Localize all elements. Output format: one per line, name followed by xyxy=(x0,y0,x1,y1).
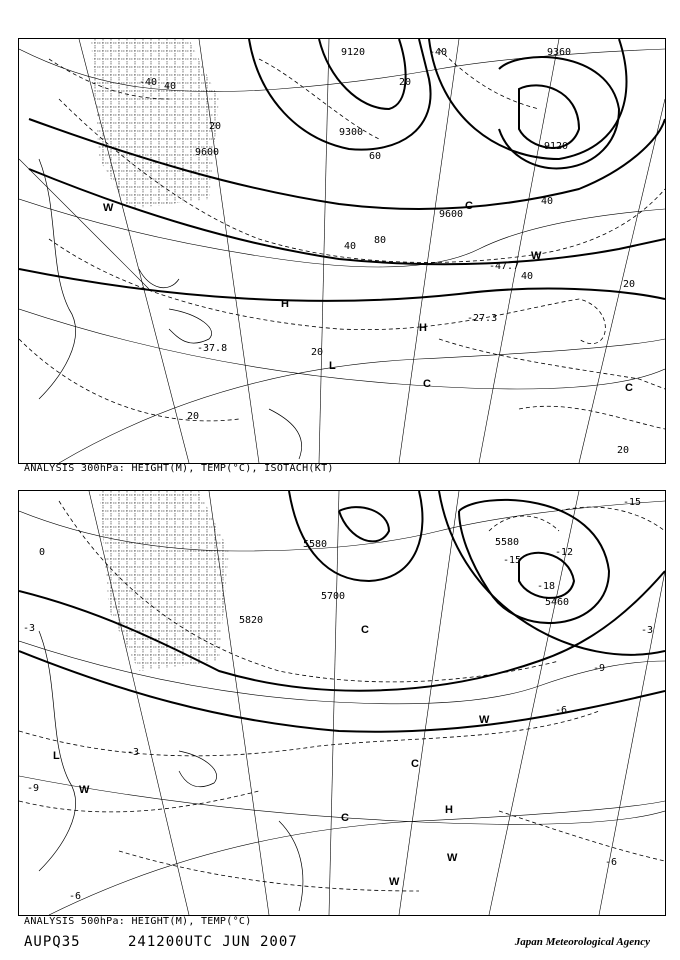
chart-500hpa-map xyxy=(19,491,665,915)
pressure-center: L xyxy=(53,750,60,762)
height-label: 5580 xyxy=(495,537,520,548)
height-label: 5700 xyxy=(321,591,346,602)
agency-credit: Japan Meteorological Agency xyxy=(514,936,650,948)
height-label: 9600 xyxy=(439,209,464,220)
chart-300hpa xyxy=(18,38,666,464)
pressure-center: C xyxy=(625,382,633,394)
chart-300hpa-map xyxy=(19,39,665,463)
temp-label: -6 xyxy=(555,705,568,716)
pressure-center: H xyxy=(445,804,453,816)
height-label: 9300 xyxy=(339,127,364,138)
height-label: 9600 xyxy=(195,147,220,158)
temp-label: -3 xyxy=(127,747,140,758)
isotach-label: 40 xyxy=(521,271,534,282)
isotach-label: 20 xyxy=(617,445,630,456)
temp-label: -40 xyxy=(139,77,158,88)
temp-label: -3 xyxy=(641,625,654,636)
pressure-center: W xyxy=(447,852,458,864)
isotach-label: 20 xyxy=(209,121,222,132)
pressure-center: H xyxy=(281,298,289,310)
pressure-center: W xyxy=(103,202,114,214)
pressure-center: C xyxy=(411,758,419,770)
temp-label: -47.7 xyxy=(489,261,520,272)
temp-label: -18 xyxy=(537,581,556,592)
height-label: 5460 xyxy=(545,597,570,608)
valid-time: 241200UTC JUN 2007 xyxy=(128,934,298,950)
height-label: 5820 xyxy=(239,615,264,626)
pressure-center: W xyxy=(479,714,490,726)
temp-label: -40 xyxy=(429,47,448,58)
temp-label: -3 xyxy=(23,623,36,634)
product-id: AUPQ35 xyxy=(24,934,81,950)
height-label: 9120 xyxy=(341,47,366,58)
isotach-label: 20 xyxy=(623,279,636,290)
isotach-label: 20 xyxy=(399,77,412,88)
pressure-center: W xyxy=(389,876,400,888)
pressure-center: C xyxy=(423,378,431,390)
caption-300hpa: ANALYSIS 300hPa: HEIGHT(M), TEMP(°C), ISOTACH(KT) xyxy=(24,463,334,474)
temp-label: -9 xyxy=(593,663,606,674)
height-label: 9120 xyxy=(544,141,569,152)
chart-500hpa xyxy=(18,490,666,916)
coastline-300 xyxy=(39,159,302,459)
pressure-center: C xyxy=(361,624,369,636)
height-label: 5580 xyxy=(303,539,328,550)
isotach-label: 80 xyxy=(374,235,387,246)
temp-label: -6 xyxy=(605,857,618,868)
temp-label: -15 xyxy=(503,555,522,566)
pressure-center: W xyxy=(79,784,90,796)
isotach-label: 40 xyxy=(164,81,177,92)
temp-label: -12 xyxy=(555,547,574,558)
pressure-center: W xyxy=(531,250,542,262)
temp-label: 0 xyxy=(39,547,46,558)
caption-500hpa: ANALYSIS 500hPa: HEIGHT(M), TEMP(°C) xyxy=(24,916,252,927)
temp-label: -37.8 xyxy=(197,343,228,354)
pressure-center: H xyxy=(419,322,427,334)
isotach-label: 40 xyxy=(344,241,357,252)
temp-label: -9 xyxy=(27,783,40,794)
pressure-center: C xyxy=(465,200,473,212)
isotach-label: 20 xyxy=(311,347,324,358)
isotach-label: 20 xyxy=(187,411,200,422)
isotach-label: 60 xyxy=(369,151,382,162)
temp-label: -27.3 xyxy=(467,313,498,324)
height-label: 9360 xyxy=(547,47,572,58)
pressure-center: L xyxy=(329,360,336,372)
pressure-center: C xyxy=(341,812,349,824)
temp-label: -6 xyxy=(69,891,82,902)
isotach-label: 40 xyxy=(541,196,554,207)
hatched-area-300 xyxy=(91,39,222,209)
temp-label: -15 xyxy=(623,497,642,508)
